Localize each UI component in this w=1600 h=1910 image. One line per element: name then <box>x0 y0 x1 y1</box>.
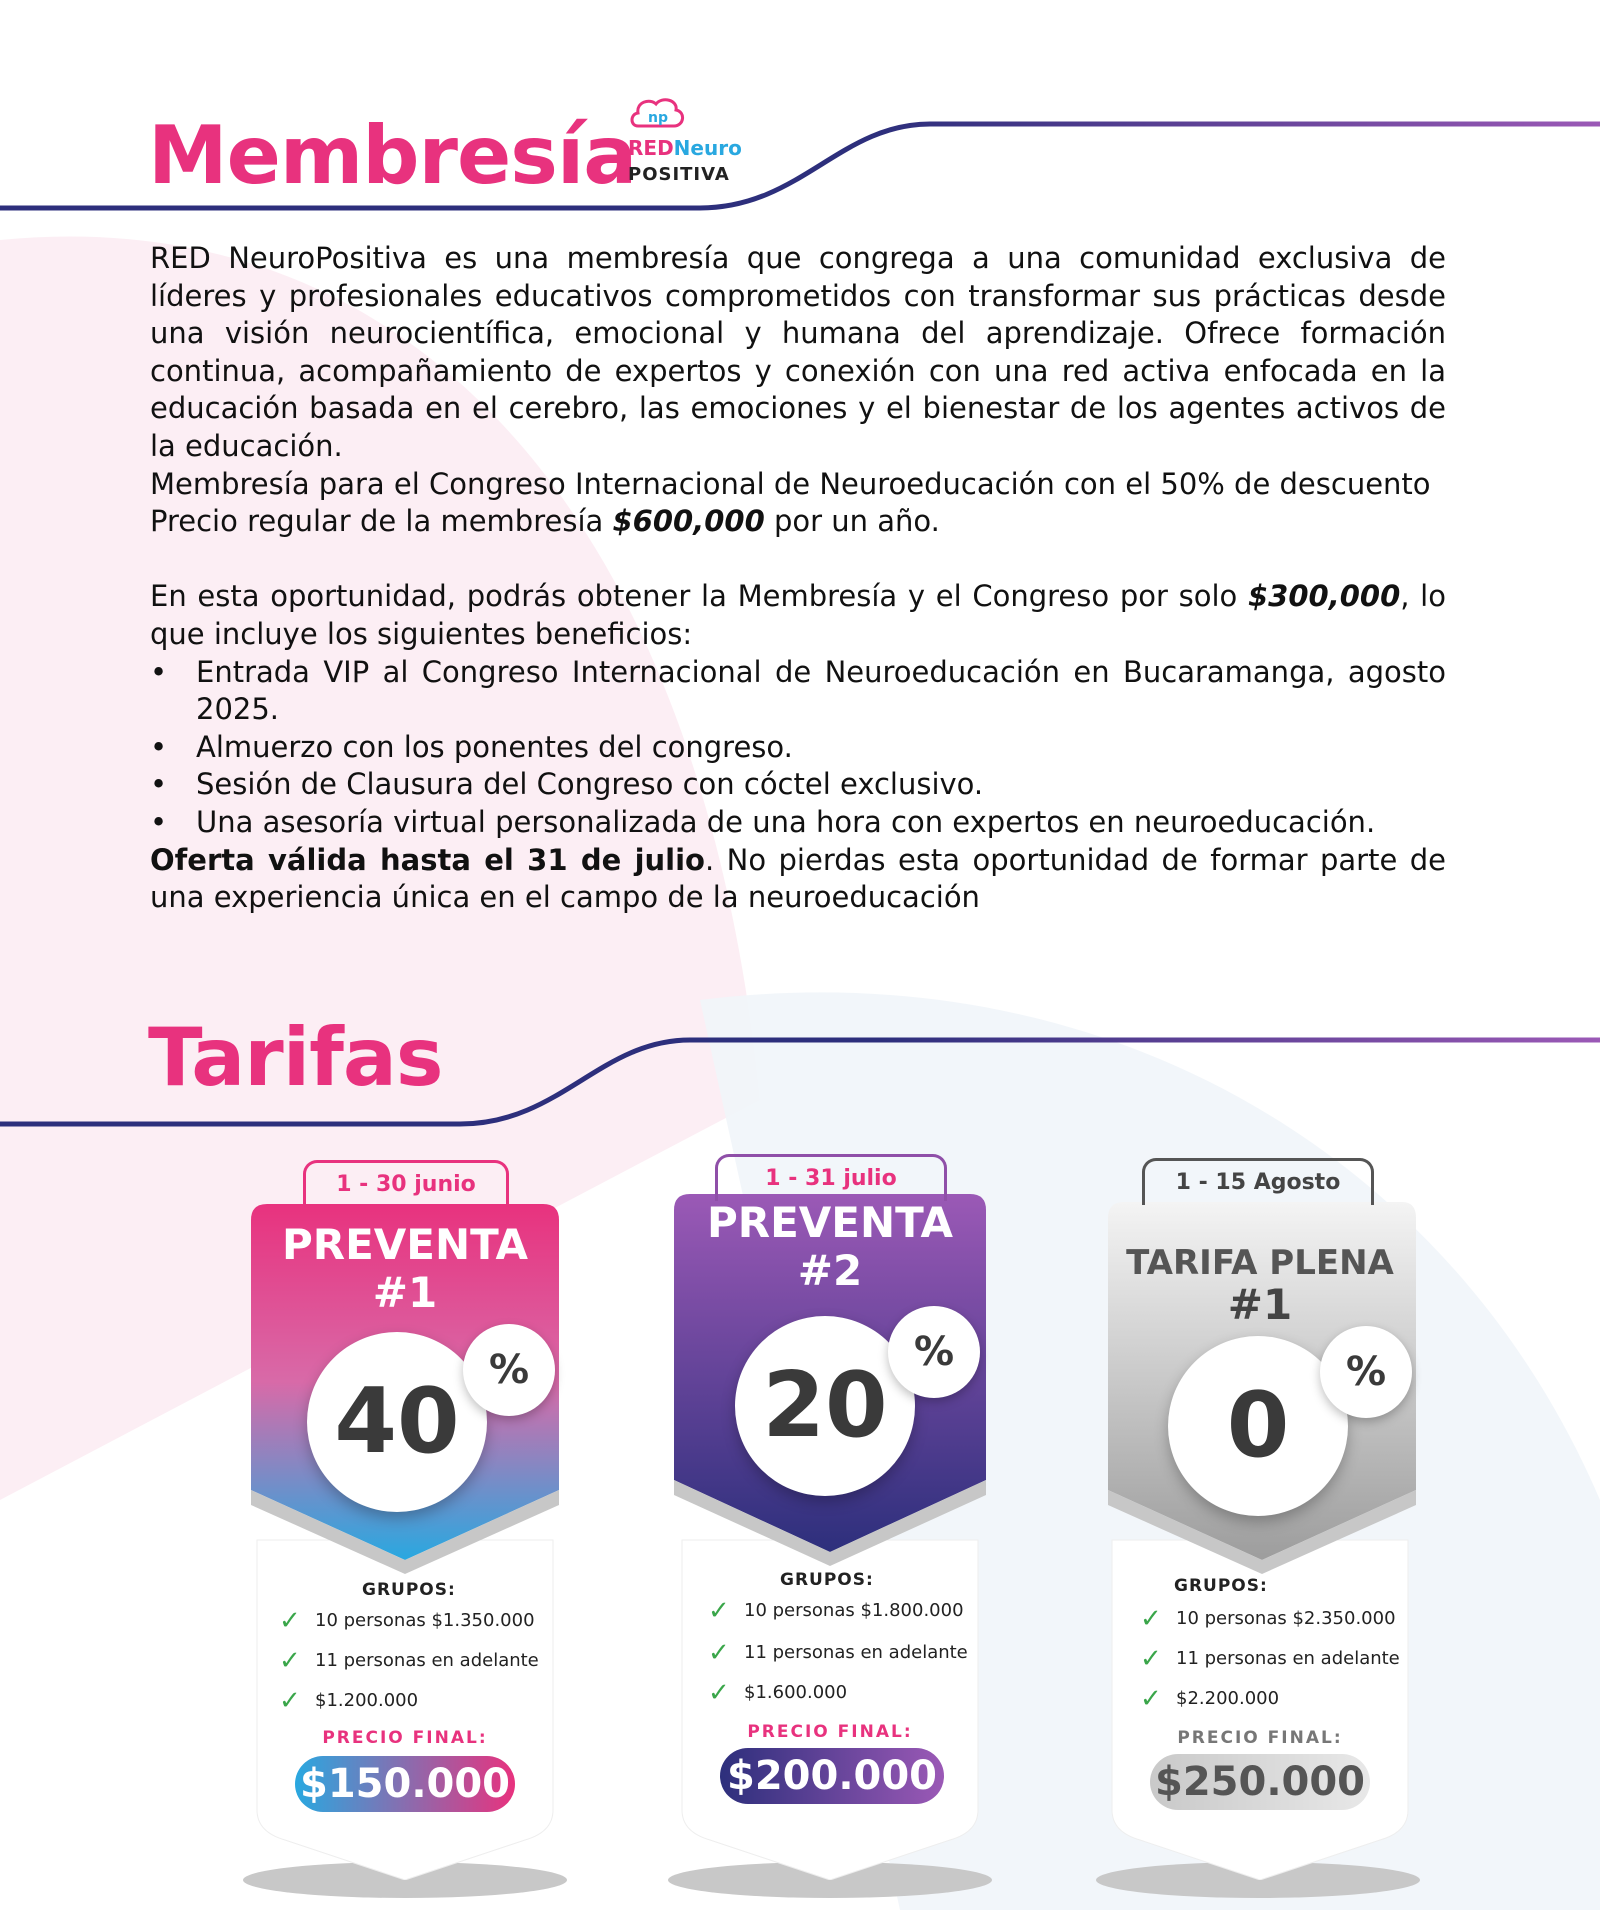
check-icon: ✓ <box>279 1606 301 1636</box>
group-price-item: ✓ 11 personas en adelante <box>1140 1644 1400 1674</box>
offer-validity-text: Oferta válida hasta el 31 de julio. No pierdas esta oportunidad de formar parte de una experiencia única en el campo de la neuroeducación <box>150 842 1447 915</box>
offer-price-text: En esta oportunidad, podrás obtener la Membresía y el Congreso por solo $300,000, lo que incluye los siguientes beneficios: <box>150 579 1446 651</box>
group-price-item: ✓ 10 personas $2.350.000 <box>1140 1604 1396 1634</box>
discount-value: 0 <box>1168 1336 1348 1516</box>
svg-text:np: np <box>648 110 668 126</box>
date-tag: 1 - 15 Agosto <box>1142 1158 1374 1205</box>
discount-value: 40 <box>307 1332 487 1512</box>
group-price-item: ✓ 11 personas en adelante <box>708 1638 968 1668</box>
pricing-card-preventa-1 <box>245 1160 565 1880</box>
precio-final-label: PRECIO FINAL: <box>322 1728 488 1748</box>
percent-badge: % <box>463 1324 555 1416</box>
benefit-item: • Sesión de Clausura del Congreso con cóctel exclusivo. <box>150 767 984 802</box>
grupos-label: GRUPOS: <box>780 1570 874 1590</box>
tarifas-title: Tarifas <box>148 1011 443 1104</box>
intro-paragraph: RED NeuroPositiva es una membresía que congrega a una comunidad exclusiva de líderes y profesionales educativos comprometidos con transformar sus prácticas desde una visión neurocientífica, emocional y humana del aprendizaje. Ofrece formación continua, acompañamiento de expertos y conexión con una red activa enfocada en la educación basada en el cerebro, las emociones y el bienestar de los agentes activos de la educación. <box>150 241 1446 463</box>
final-price: $250.000 <box>1150 1754 1370 1810</box>
check-icon: ✓ <box>279 1686 301 1716</box>
group-price-item: ✓ $1.200.000 <box>279 1686 419 1716</box>
pricing-card-tarifa-plena <box>1100 1160 1420 1880</box>
percent-badge: % <box>1320 1326 1412 1418</box>
grupos-label: GRUPOS: <box>362 1580 456 1600</box>
check-icon: ✓ <box>1140 1684 1162 1714</box>
logo-text-top: REDNeuro <box>628 136 742 160</box>
group-price-item: ✓ 10 personas $1.350.000 <box>279 1606 535 1636</box>
check-icon: ✓ <box>708 1678 730 1708</box>
date-tag: 1 - 31 julio <box>715 1154 947 1201</box>
benefit-item: • Entrada VIP al Congreso Internacional de Neuroeducación en Bucaramanga, agosto 2025. <box>150 654 1446 727</box>
benefit-item: • Una asesoría virtual personalizada de una hora con expertos en neuroeducación. <box>150 804 1376 839</box>
percent-badge: % <box>888 1306 980 1398</box>
brain-icon <box>628 96 688 136</box>
check-icon: ✓ <box>708 1596 730 1626</box>
discount-value: 20 <box>735 1316 915 1496</box>
benefit-item: • Almuerzo con los ponentes del congreso. <box>150 729 793 764</box>
spacer <box>150 541 1446 579</box>
final-price: $150.000 <box>295 1756 515 1812</box>
group-price-item: ✓ $2.200.000 <box>1140 1684 1280 1714</box>
check-icon: ✓ <box>1140 1604 1162 1634</box>
precio-final-label: PRECIO FINAL: <box>1177 1728 1343 1748</box>
card-number: #1 <box>1227 1280 1293 1329</box>
grupos-label: GRUPOS: <box>1174 1576 1268 1596</box>
rednero-logo <box>616 94 742 190</box>
group-price-item: ✓ $1.600.000 <box>708 1678 848 1708</box>
precio-final-label: PRECIO FINAL: <box>747 1722 913 1742</box>
card-title: PREVENTA <box>706 1198 954 1247</box>
benefits-list <box>150 654 1446 842</box>
logo-text-bottom: POSITIVA <box>628 164 730 185</box>
intro-text <box>150 240 1446 917</box>
card-title: TARIFA PLENA <box>1126 1243 1394 1283</box>
regular-price-text: Precio regular de la membresía $600,000 por un año. <box>150 504 940 539</box>
check-icon: ✓ <box>279 1646 301 1676</box>
group-price-item: ✓ 11 personas en adelante <box>279 1646 539 1676</box>
date-tag: 1 - 30 junio <box>303 1160 509 1207</box>
final-price: $200.000 <box>720 1748 944 1804</box>
card-number: #1 <box>372 1268 438 1317</box>
page-title: Membresía <box>148 109 637 202</box>
group-price-item: ✓ 10 personas $1.800.000 <box>708 1596 964 1626</box>
check-icon: ✓ <box>1140 1644 1162 1674</box>
card-number: #2 <box>797 1246 863 1295</box>
check-icon: ✓ <box>708 1638 730 1668</box>
congress-discount-text: Membresía para el Congreso Internacional de Neuroeducación con el 50% de descuento <box>150 466 1431 501</box>
card-title: PREVENTA <box>281 1220 529 1269</box>
pricing-card-preventa-2 <box>670 1160 990 1880</box>
